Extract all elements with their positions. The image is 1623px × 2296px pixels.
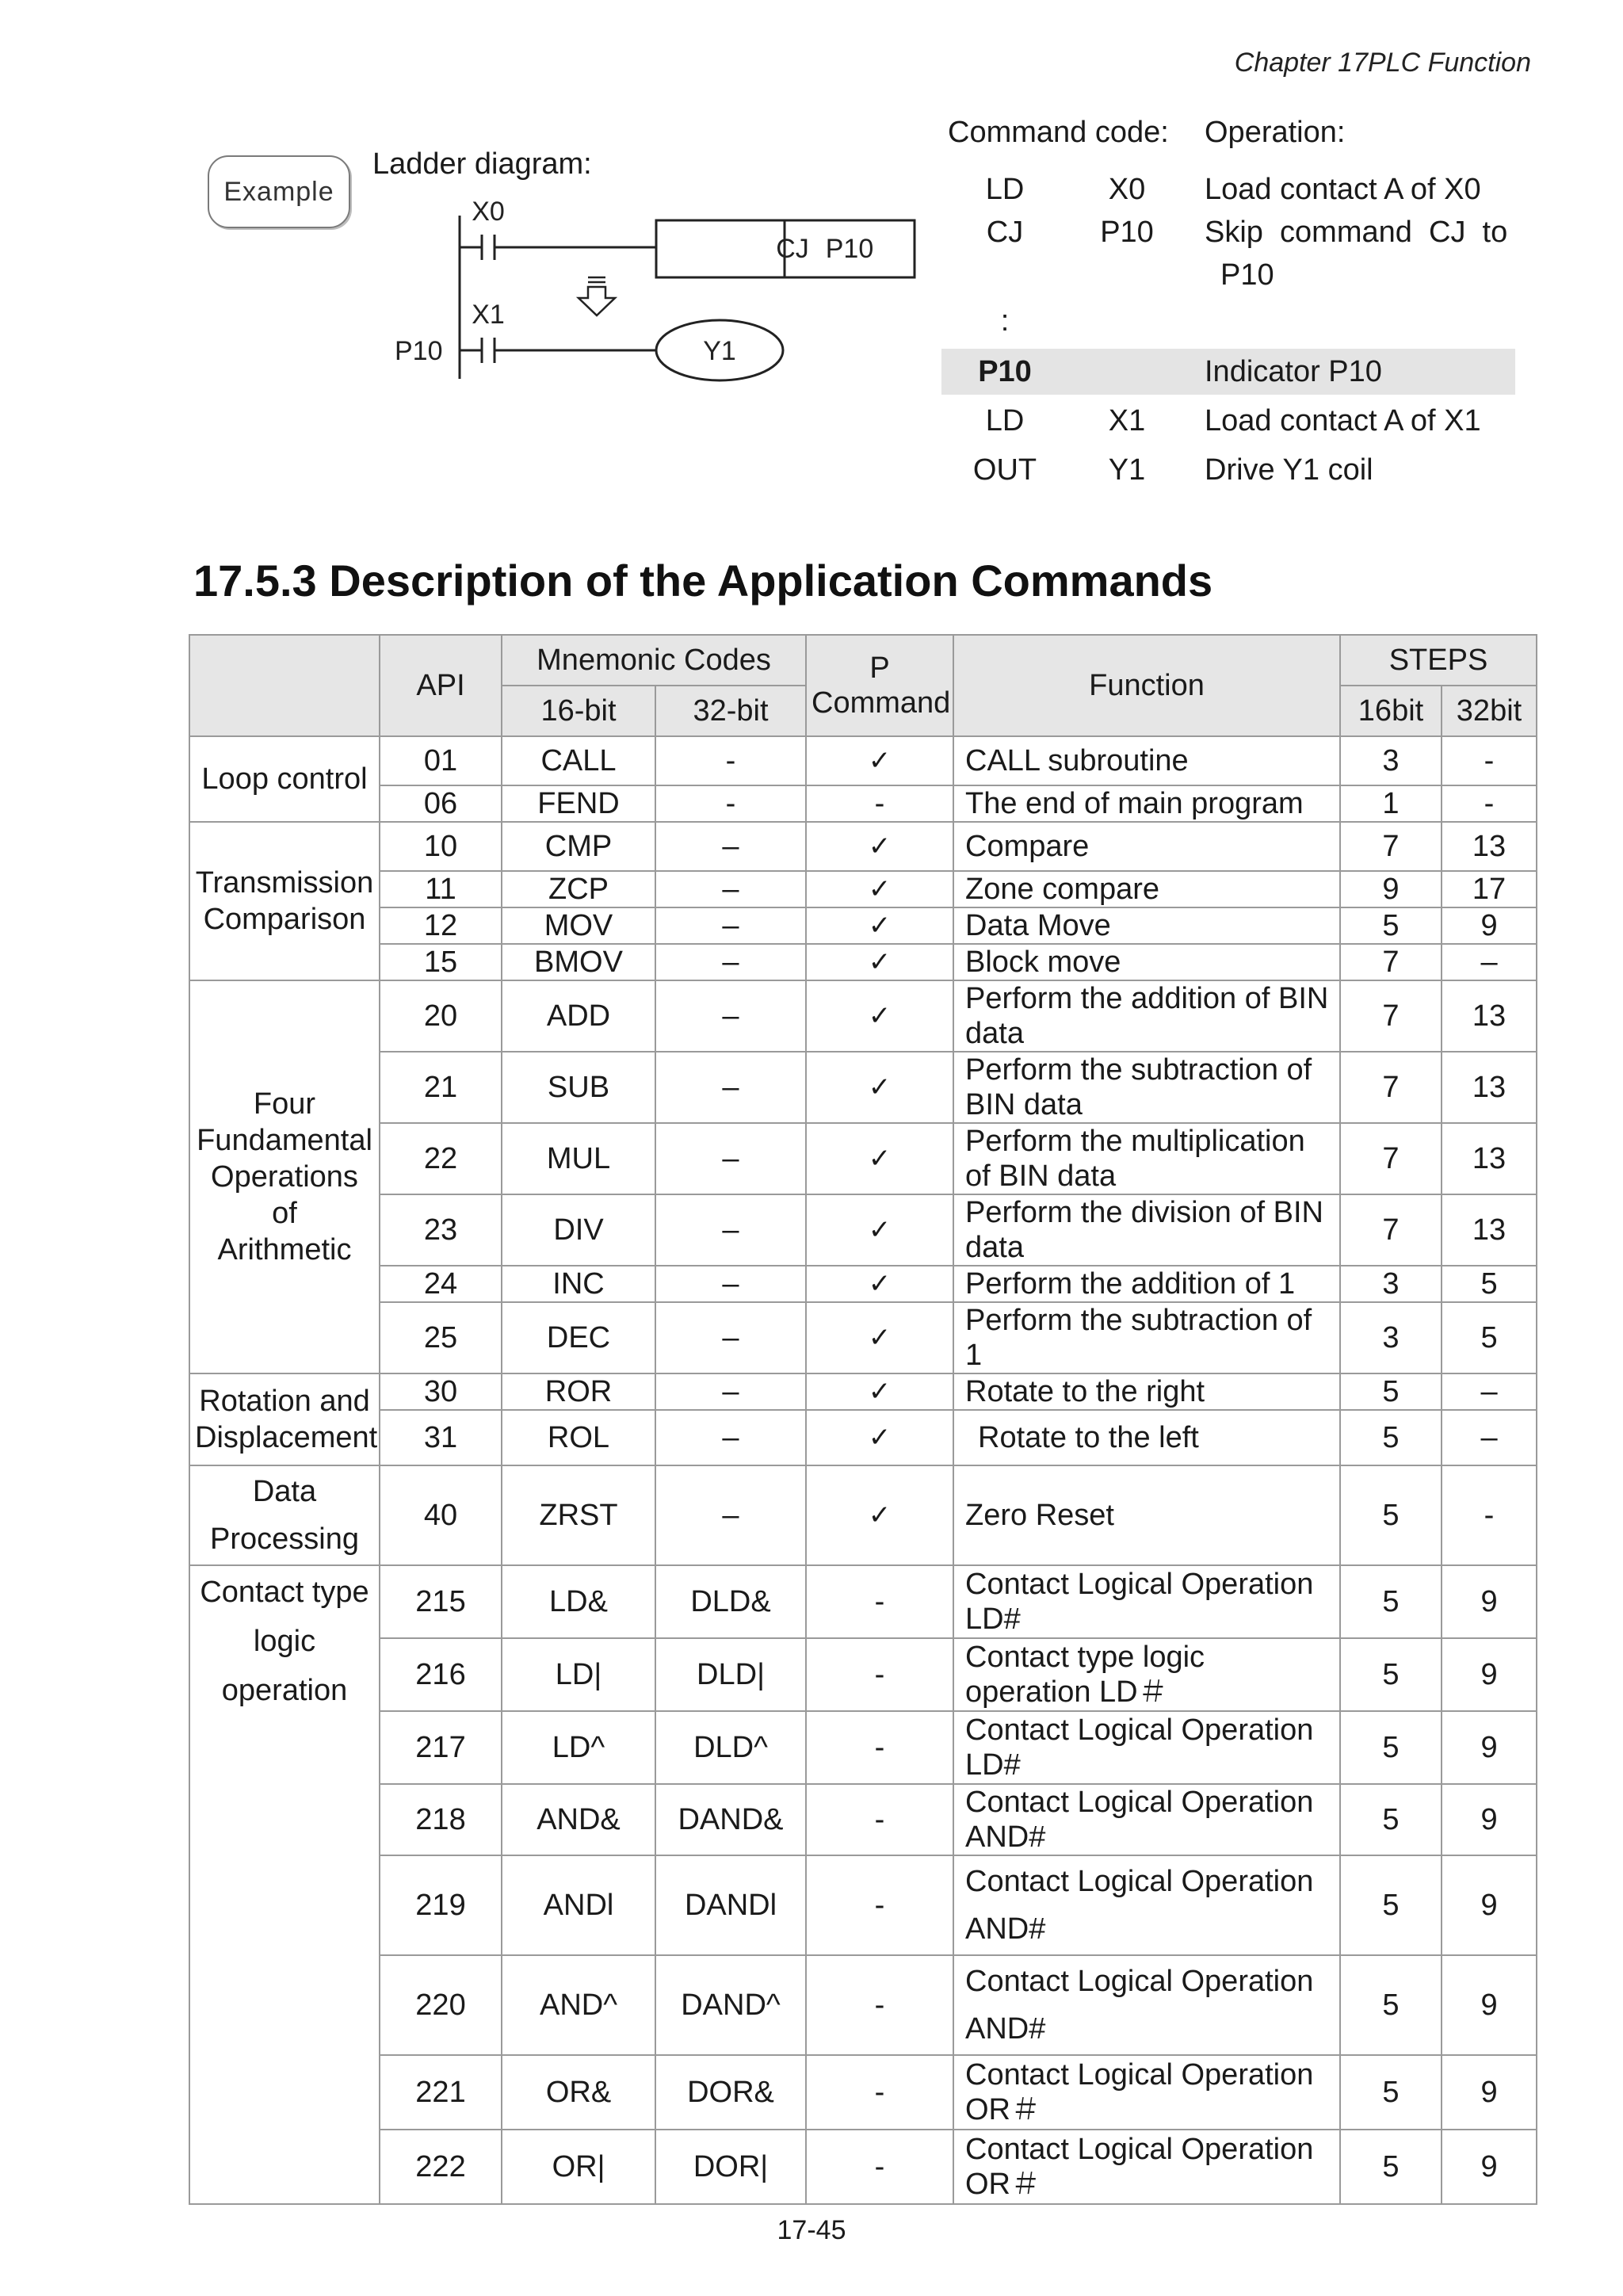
command-description: Load contact A of X1 — [1205, 404, 1481, 437]
table-row — [189, 1565, 1537, 1638]
table-row — [189, 1123, 1537, 1194]
table-row — [189, 1052, 1537, 1123]
mnemonic-16bit-cell: ZCP — [502, 871, 655, 907]
mnemonic-32bit-cell: DANDl — [655, 1855, 806, 1955]
function-cell: Perform the addition of 1 — [953, 1266, 1340, 1302]
steps-32bit-cell: 9 — [1442, 1784, 1537, 1855]
command-description: Skip command CJ to — [1205, 216, 1508, 249]
command-description-cont: P10 — [1220, 258, 1274, 292]
api-cell: 215 — [380, 1565, 502, 1638]
api-cell: 222 — [380, 2130, 502, 2204]
example-badge: Example — [208, 155, 350, 228]
mnemonic-32bit-cell: – — [655, 944, 806, 980]
steps-16bit-cell: 5 — [1340, 1784, 1442, 1855]
mnemonic-32bit-cell: - — [655, 785, 806, 822]
steps-32bit-cell: 9 — [1442, 1855, 1537, 1955]
table-row — [189, 944, 1537, 980]
mnemonic-32bit-cell: – — [655, 1410, 806, 1465]
steps-32bit-cell: – — [1442, 944, 1537, 980]
operation-header: Operation: — [1205, 116, 1346, 149]
api-cell: 217 — [380, 1711, 502, 1784]
p-command-cell: ✓ — [806, 1052, 953, 1123]
p-command-cell: - — [806, 1711, 953, 1784]
p-command-cell: - — [806, 785, 953, 822]
table-row — [189, 1955, 1537, 2055]
mnemonic-16bit-cell: AND& — [502, 1784, 655, 1855]
table-row — [189, 822, 1537, 871]
function-cell: Rotate to the right — [953, 1373, 1340, 1410]
mnemonic-32bit-cell: DOR& — [655, 2055, 806, 2130]
api-cell: 220 — [380, 1955, 502, 2055]
steps-16bit-cell: 5 — [1340, 1565, 1442, 1638]
steps-16bit-cell: 7 — [1340, 1194, 1442, 1266]
mnemonic-16bit-cell: LD^ — [502, 1711, 655, 1784]
mnemonic-16bit-cell: MUL — [502, 1123, 655, 1194]
contact-x1-label: X1 — [472, 300, 505, 330]
steps-16bit-cell: 7 — [1340, 980, 1442, 1052]
mnemonic-16bit-cell: INC — [502, 1266, 655, 1302]
api-cell: 15 — [380, 944, 502, 980]
function-cell: Perform the division of BIN data — [953, 1194, 1340, 1266]
mnemonic-32bit-cell: – — [655, 1052, 806, 1123]
mnemonic-16bit-cell: ROR — [502, 1373, 655, 1410]
section-heading: 17.5.3 Description of the Application Commands — [193, 556, 1213, 606]
steps-32bit-cell: 13 — [1442, 980, 1537, 1052]
function-cell: Contact Logical Operation OR＃ — [953, 2055, 1340, 2130]
api-cell: 11 — [380, 871, 502, 907]
steps-32bit-cell: 9 — [1442, 1565, 1537, 1638]
api-cell: 31 — [380, 1410, 502, 1465]
application-commands-table — [189, 634, 1537, 2205]
command-code: P10 — [978, 355, 1032, 388]
bit16-header: 16-bit — [502, 686, 655, 736]
mnemonic-16bit-cell: ADD — [502, 980, 655, 1052]
mnemonic-16bit-cell: FEND — [502, 785, 655, 822]
function-cell: Contact Logical Operation LD# — [953, 1711, 1340, 1784]
category-cell: Loop control — [189, 736, 380, 822]
p-command-cell: ✓ — [806, 1465, 953, 1565]
mnemonic-32bit-cell: – — [655, 1373, 806, 1410]
api-header: API — [380, 635, 502, 736]
mnemonic-16bit-cell: SUB — [502, 1052, 655, 1123]
p-command-cell: ✓ — [806, 944, 953, 980]
table-row — [189, 785, 1537, 822]
function-header: Function — [953, 635, 1340, 736]
category-cell: Transmission Comparison — [189, 822, 380, 980]
function-cell: CALL subroutine — [953, 736, 1340, 785]
steps-32bit-cell: 9 — [1442, 907, 1537, 944]
command-row — [941, 216, 1515, 295]
category-cell: Data Processing — [189, 1465, 380, 1565]
command-code-header: Command code: — [948, 116, 1169, 149]
mnemonic-16bit-cell: CMP — [502, 822, 655, 871]
api-cell: 216 — [380, 1638, 502, 1711]
ladder-diagram-label: Ladder diagram: — [372, 147, 592, 181]
function-cell: Data Move — [953, 907, 1340, 944]
table-row — [189, 2055, 1537, 2130]
api-cell: 30 — [380, 1373, 502, 1410]
steps-16bit-cell: 7 — [1340, 1052, 1442, 1123]
function-cell: Perform the subtraction of 1 — [953, 1302, 1340, 1373]
function-cell: Rotate to the left — [953, 1410, 1340, 1465]
command-code: LD — [985, 173, 1025, 206]
steps-32bit-cell: 9 — [1442, 2055, 1537, 2130]
page-number: 17-45 — [777, 2215, 846, 2245]
category-cell: Four Fundamental Operations of Arithmetic — [189, 980, 380, 1373]
mnemonic-32bit-cell: – — [655, 1465, 806, 1565]
table-row — [189, 980, 1537, 1052]
steps-16bit-cell: 5 — [1340, 1373, 1442, 1410]
mnemonic-16bit-cell: LD& — [502, 1565, 655, 1638]
steps-16bit-cell: 3 — [1340, 736, 1442, 785]
steps-16bit-cell: 7 — [1340, 822, 1442, 871]
category-header — [189, 635, 380, 736]
table-row — [189, 1784, 1537, 1855]
command-operand: X1 — [1108, 404, 1146, 437]
mnemonic-32bit-cell: DAND& — [655, 1784, 806, 1855]
chapter-title: Chapter 17PLC Function — [1234, 48, 1531, 78]
table-row — [189, 1373, 1537, 1410]
table-row — [189, 1266, 1537, 1302]
api-cell: 221 — [380, 2055, 502, 2130]
mnemonic-32bit-cell: DLD| — [655, 1638, 806, 1711]
steps-32bit-cell: 9 — [1442, 1638, 1537, 1711]
function-cell: Contact Logical Operation OR＃ — [953, 2130, 1340, 2204]
steps-16bit-cell: 5 — [1340, 2130, 1442, 2204]
steps32-header: 32bit — [1442, 686, 1537, 736]
command-row — [941, 304, 1515, 344]
p-command-cell: ✓ — [806, 1123, 953, 1194]
steps-16bit-cell: 5 — [1340, 1410, 1442, 1465]
steps-32bit-cell: 9 — [1442, 1955, 1537, 2055]
mnemonic-16bit-cell: MOV — [502, 907, 655, 944]
steps-16bit-cell: 7 — [1340, 944, 1442, 980]
p-command-cell: - — [806, 1955, 953, 2055]
cj-label: CJ — [776, 234, 809, 264]
jump-arrow-icon — [579, 277, 615, 315]
function-cell: Contact Logical Operation AND# — [953, 1784, 1340, 1855]
mnemonic-32bit-cell: – — [655, 1194, 806, 1266]
p-command-cell: - — [806, 2130, 953, 2204]
steps-16bit-cell: 3 — [1340, 1266, 1442, 1302]
steps-32bit-cell: 13 — [1442, 1123, 1537, 1194]
p-command-cell: ✓ — [806, 907, 953, 944]
table-row — [189, 907, 1537, 944]
steps-32bit-cell: – — [1442, 1410, 1537, 1465]
table-row — [189, 736, 1537, 785]
mnemonic-16bit-cell: ZRST — [502, 1465, 655, 1565]
command-row — [941, 173, 1515, 212]
steps-32bit-cell: 13 — [1442, 822, 1537, 871]
category-cell: Contact type logic operation — [189, 1565, 380, 2204]
mnemonic-32bit-cell: – — [655, 907, 806, 944]
p-command-cell: - — [806, 2055, 953, 2130]
command-row — [941, 404, 1515, 444]
table-row — [189, 2130, 1537, 2204]
p-command-cell: ✓ — [806, 1373, 953, 1410]
steps-32bit-cell: 5 — [1442, 1302, 1537, 1373]
table-row — [189, 1465, 1537, 1565]
command-description: Load contact A of X0 — [1205, 173, 1481, 206]
steps-16bit-cell: 1 — [1340, 785, 1442, 822]
table-row — [189, 1855, 1537, 1955]
table-row — [189, 871, 1537, 907]
mnemonic-header: Mnemonic Codes — [502, 635, 806, 686]
p-command-cell: ✓ — [806, 822, 953, 871]
table-row — [189, 1194, 1537, 1266]
api-cell: 01 — [380, 736, 502, 785]
function-cell: Perform the multiplication of BIN data — [953, 1123, 1340, 1194]
command-row — [941, 453, 1515, 493]
function-cell: Zero Reset — [953, 1465, 1340, 1565]
table-row — [189, 1638, 1537, 1711]
table-row — [189, 1711, 1537, 1784]
contact-x0-label: X0 — [472, 197, 505, 227]
steps16-header: 16bit — [1340, 686, 1442, 736]
p-command-cell: - — [806, 1784, 953, 1855]
table-row — [189, 1410, 1537, 1465]
steps-16bit-cell: 5 — [1340, 2055, 1442, 2130]
command-row-indicator — [941, 349, 1515, 395]
function-cell: Perform the addition of BIN data — [953, 980, 1340, 1052]
command-code: CJ — [986, 216, 1024, 249]
mnemonic-32bit-cell: DOR| — [655, 2130, 806, 2204]
function-cell: Perform the subtraction of BIN data — [953, 1052, 1340, 1123]
command-operand: P10 — [1100, 216, 1154, 249]
api-cell: 12 — [380, 907, 502, 944]
steps-16bit-cell: 5 — [1340, 1955, 1442, 2055]
steps-32bit-cell: 9 — [1442, 1711, 1537, 1784]
command-code: LD — [985, 404, 1025, 437]
steps-16bit-cell: 5 — [1340, 1638, 1442, 1711]
mnemonic-16bit-cell: CALL — [502, 736, 655, 785]
command-code: OUT — [972, 453, 1037, 487]
steps-16bit-cell: 5 — [1340, 1465, 1442, 1565]
command-code: : — [1000, 304, 1010, 338]
mnemonic-16bit-cell: ANDl — [502, 1855, 655, 1955]
steps-32bit-cell: - — [1442, 1465, 1537, 1565]
function-cell: Block move — [953, 944, 1340, 980]
api-cell: 22 — [380, 1123, 502, 1194]
steps-32bit-cell: 17 — [1442, 871, 1537, 907]
api-cell: 23 — [380, 1194, 502, 1266]
api-cell: 06 — [380, 785, 502, 822]
api-cell: 24 — [380, 1266, 502, 1302]
command-description: Indicator P10 — [1205, 355, 1382, 388]
p-command-cell: ✓ — [806, 736, 953, 785]
steps-16bit-cell: 7 — [1340, 1123, 1442, 1194]
table-row — [189, 1302, 1537, 1373]
p-command-cell: ✓ — [806, 1410, 953, 1465]
steps-16bit-cell: 3 — [1340, 1302, 1442, 1373]
mnemonic-16bit-cell: OR& — [502, 2055, 655, 2130]
p-command-cell: ✓ — [806, 1302, 953, 1373]
p-command-cell: ✓ — [806, 1194, 953, 1266]
coil-y1-label: Y1 — [703, 336, 736, 366]
mnemonic-16bit-cell: DEC — [502, 1302, 655, 1373]
api-cell: 218 — [380, 1784, 502, 1855]
mnemonic-16bit-cell: AND^ — [502, 1955, 655, 2055]
mnemonic-32bit-cell: - — [655, 736, 806, 785]
ladder-diagram — [380, 174, 935, 388]
steps-32bit-cell: 13 — [1442, 1052, 1537, 1123]
p-command-cell: - — [806, 1638, 953, 1711]
bit32-header: 32-bit — [655, 686, 806, 736]
api-cell: 20 — [380, 980, 502, 1052]
p-command-cell: ✓ — [806, 871, 953, 907]
steps-32bit-cell: – — [1442, 1373, 1537, 1410]
mnemonic-32bit-cell: – — [655, 871, 806, 907]
p10-label: P10 — [395, 336, 443, 366]
mnemonic-32bit-cell: DLD& — [655, 1565, 806, 1638]
function-cell: Contact Logical Operation AND# — [953, 1955, 1340, 2055]
mnemonic-32bit-cell: – — [655, 980, 806, 1052]
p-command-cell: - — [806, 1565, 953, 1638]
steps-header: STEPS — [1340, 635, 1537, 686]
mnemonic-32bit-cell: – — [655, 1266, 806, 1302]
steps-32bit-cell: 13 — [1442, 1194, 1537, 1266]
command-operand: X0 — [1108, 173, 1146, 206]
api-cell: 25 — [380, 1302, 502, 1373]
steps-32bit-cell: 5 — [1442, 1266, 1537, 1302]
api-cell: 219 — [380, 1855, 502, 1955]
mnemonic-16bit-cell: BMOV — [502, 944, 655, 980]
api-cell: 10 — [380, 822, 502, 871]
function-cell: Compare — [953, 822, 1340, 871]
mnemonic-16bit-cell: OR| — [502, 2130, 655, 2204]
mnemonic-32bit-cell: – — [655, 1123, 806, 1194]
p-command-cell: ✓ — [806, 980, 953, 1052]
p-command-cell: ✓ — [806, 1266, 953, 1302]
mnemonic-32bit-cell: – — [655, 822, 806, 871]
function-cell: The end of main program — [953, 785, 1340, 822]
steps-32bit-cell: - — [1442, 785, 1537, 822]
command-operand: Y1 — [1108, 453, 1146, 487]
mnemonic-16bit-cell: LD| — [502, 1638, 655, 1711]
function-cell: Contact Logical Operation LD# — [953, 1565, 1340, 1638]
mnemonic-32bit-cell: DLD^ — [655, 1711, 806, 1784]
steps-16bit-cell: 5 — [1340, 907, 1442, 944]
p-command-cell: - — [806, 1855, 953, 1955]
steps-32bit-cell: 9 — [1442, 2130, 1537, 2204]
steps-16bit-cell: 9 — [1340, 871, 1442, 907]
mnemonic-32bit-cell: – — [655, 1302, 806, 1373]
p-command-header: P Command — [806, 635, 953, 736]
category-cell: Rotation and Displacement — [189, 1373, 380, 1465]
mnemonic-16bit-cell: ROL — [502, 1410, 655, 1465]
api-cell: 40 — [380, 1465, 502, 1565]
function-cell: Contact type logic operation LD＃ — [953, 1638, 1340, 1711]
cj-operand-label: P10 — [825, 234, 874, 264]
mnemonic-32bit-cell: DAND^ — [655, 1955, 806, 2055]
function-cell: Zone compare — [953, 871, 1340, 907]
command-description: Drive Y1 coil — [1205, 453, 1373, 487]
steps-16bit-cell: 5 — [1340, 1855, 1442, 1955]
api-cell: 21 — [380, 1052, 502, 1123]
function-cell: Contact Logical Operation AND# — [953, 1855, 1340, 1955]
mnemonic-16bit-cell: DIV — [502, 1194, 655, 1266]
steps-16bit-cell: 5 — [1340, 1711, 1442, 1784]
steps-32bit-cell: - — [1442, 736, 1537, 785]
